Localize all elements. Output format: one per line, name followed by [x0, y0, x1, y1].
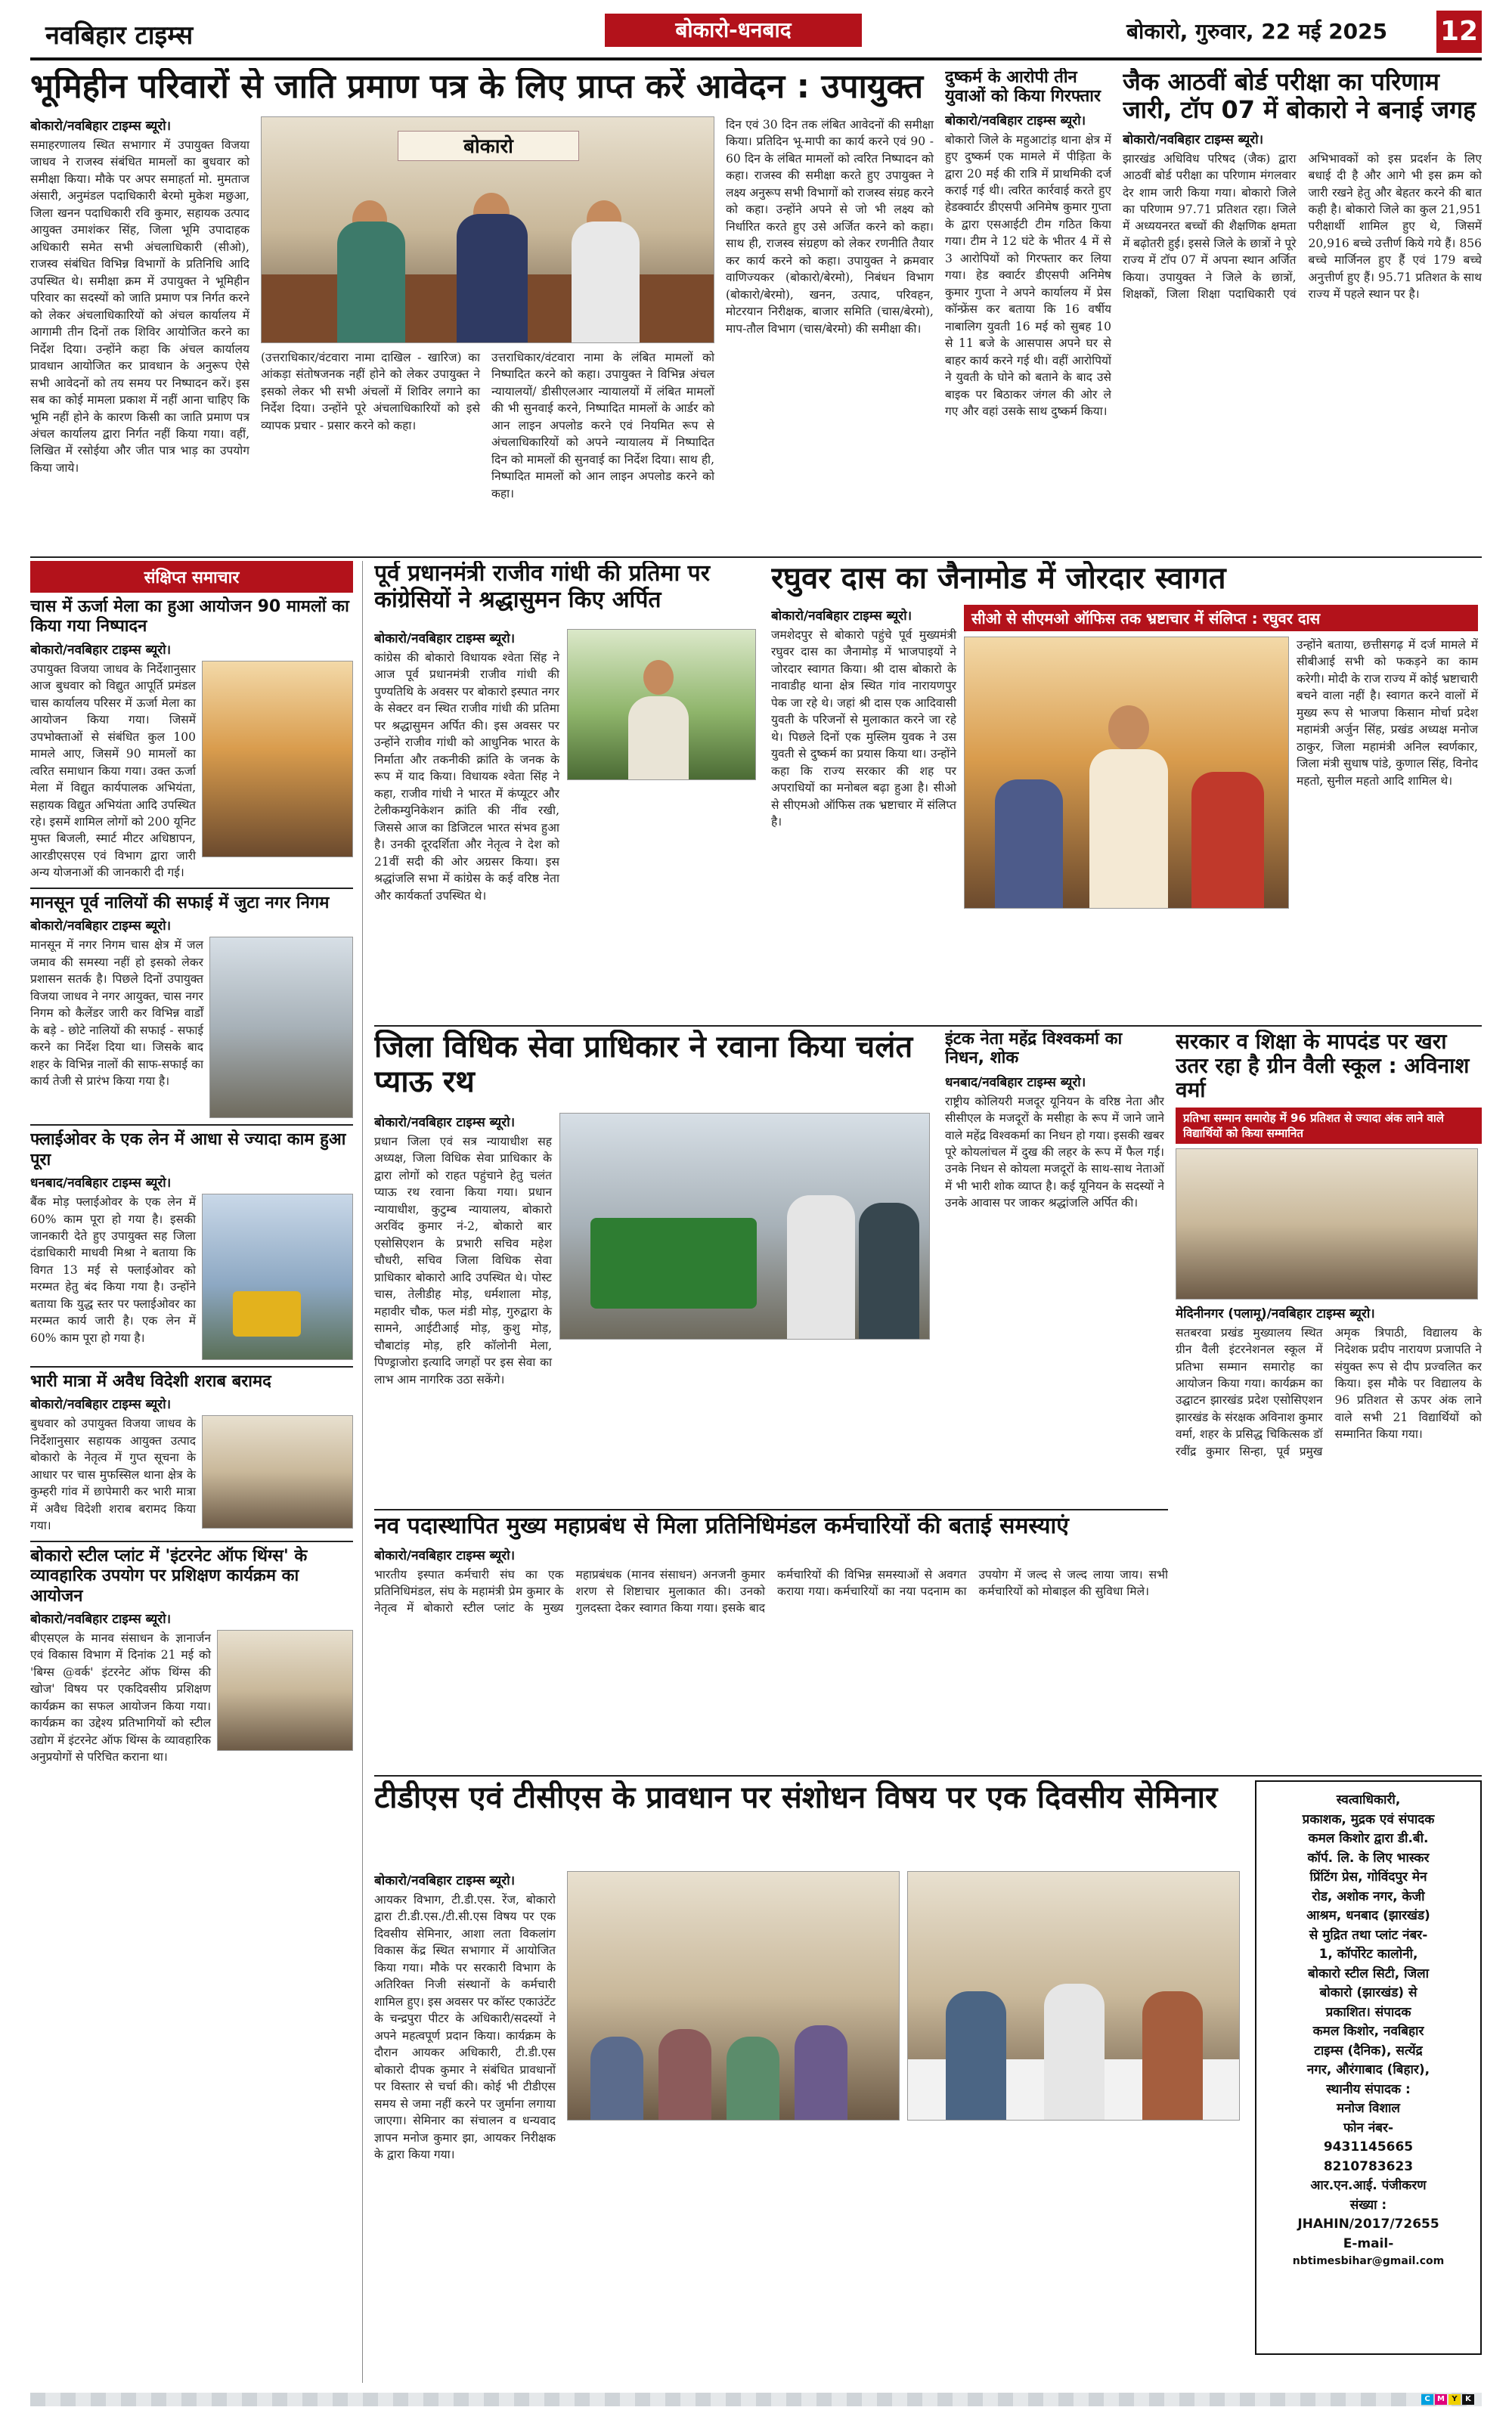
- vishwakarma-byline: धनबाद/नवबिहार टाइम्स ब्यूरो।: [945, 1074, 1086, 1090]
- brief-item-text: बुधवार को उपायुक्त विजया जाधव के निर्देशानुसार सहायक आयुक्त उत्पाद बोकारो के नेतृत्व में गुप्त सूचना के आधार पर चास मुफस्सिल थाना क्षेत्र के कुम्हरी गांव में छापेमारी कर भारी मात्रा में अवैध विदेशी शराब बरामद किया गया।: [30, 1417, 196, 1533]
- row-divider: [374, 1025, 1482, 1027]
- rajiv-tribute-photo: [567, 629, 756, 780]
- lead-headline: भूमिहीन परिवारों से जाति प्रमाण पत्र के लिए प्राप्त करें आवेदन : उपायुक्त: [30, 68, 924, 106]
- imprint-line: 1, कॉर्पोरेट कालोनी,: [1318, 1947, 1418, 1962]
- jac-body: झारखंड अधिविध परिषद (जैक) द्वारा आठवीं बोर्ड परीक्षा का परिणाम मंगलवार देर शाम जारी किया गया। बोकारो जिले का परिणाम 97.71 प्रतिशत रहा। जिले में अध्ययनरत बच्चों की शैक्षणिक क्षमता में बढ़ोतरी हुई। इससे जिले के छात्रों ने पूरे राज्य में टॉप 07 में अपना स्थान अर्जित किया। उपायुक्त ने जिले के छात्रों, शिक्षकों, जिला शिक्षा पदाधिकारी एवं अभिभावकों को इस प्रदर्शन के लिए बधाई दी है और आगे भी इस क्रम को जारी रखने हेतु और बेहतर करने की बात कही है। बोकारो जिले का कुल 21,951 परीक्षार्थी शामिल हुए थे, जिसमें 20,916 बच्चे उत्तीर्ण किये गये हैं। 856 बच्चे मार्जिनल हुए हैं एवं 179 बच्चे अनुत्तीर्ण हुए हैं। 95.71 प्रतिशत के साथ राज्य में पहले स्थान पर है।: [1123, 151, 1482, 302]
- greenvalley-body: सतबरवा प्रखंड मुख्यालय स्थित ग्रीन वैली इंटरनेशनल स्कूल में प्रतिभा सम्मान समारोह का आयोजन किया गया। कार्यक्रम का उद्घाटन झारखंड प्रदेश एसोसिएशन झारखंड के संरक्षक अविनाश कुमार वर्मा, शहर के प्रसिद्ध चिकित्सक डॉ रवींद्र कुमार सिन्हा, पूर्व प्रमुख अमृक त्रिपाठी, विद्यालय के निदेशक प्रदीप नारायण प्रजापति ने संयुक्त रूप से दीप प्रज्वलित कर किया। इस मौके पर विद्यालय के 96 प्रतिशत से ऊपर अंक लाने वाले सभी 21 विद्यार्थियों को सम्मानित किया गया।: [1176, 1325, 1482, 1458]
- imprint-line: स्थानीय संपादक :: [1326, 2081, 1411, 2097]
- raghuvar-headline: रघुवर दास का जैनामोड में जोरदार स्वागत: [771, 561, 1226, 596]
- imprint-line: प्रिंटिंग प्रेस, गोविंदपुर मेन: [1309, 1870, 1427, 1885]
- imprint-line: संख्या :: [1349, 2197, 1387, 2213]
- delegation-article: [374, 1513, 1168, 1771]
- padasthapit-byline: बोकारो/नवबिहार टाइम्स ब्यूरो।: [374, 1547, 516, 1563]
- imprint-line: रोड, अशोक नगर, केजी: [1312, 1888, 1425, 1904]
- rajiv-gandhi-article: [374, 561, 760, 1022]
- attendee-figure: [727, 2037, 779, 2120]
- masthead: [30, 8, 1482, 60]
- supporter-figure: [1191, 772, 1264, 908]
- section-tag: बोकारो-धनबाद: [605, 14, 862, 47]
- brief-item: [30, 888, 353, 1118]
- lead-caption-text: (उत्तराधिकार/वंटवारा नामा दाखिल - खारिज) का आंकड़ा संतोषजनक नहीं होने को लेकर उपायुक्त ने इसको लेकर भी सभी अंचलों में शिविर लगाने का निर्देश दिया। उन्होंने पूरे अंचलाधिकारियों को इसे व्यापक प्रचार - प्रसार करने को कहा।: [261, 351, 480, 432]
- rajiv-byline: बोकारो/नवबिहार टाइम्स ब्यूरो।: [374, 631, 516, 646]
- raghuvar-body: जमशेदपुर से बोकारो पहुंचे पूर्व मुख्यमंत्री रघुवर दास का जैनामोड़ में भाजपाइयों ने जोरदार स्वागत किया। श्री दास बोकारो के नावाडीह थाना क्षेत्र स्थित गांव नारायणपुर पेक जा रहे थे। जहां श्री दास एक आदिवासी युवती के परिजनों से मुलाकात करने जा रहे थे। पिछले दिनों एक मुस्लिम युवक ने उस युवती से दुष्कर्म का प्रयास किया था। उन्होंने कहा कि राज्य सरकार की शह पर अपराधियों का मनोबल बढ़ा हुआ है। सीओ से सीएमओ ऑफिस तक भ्रष्टाचार में संलिप्त है।: [771, 628, 956, 829]
- padasthapit-headline: नव पदास्थापित मुख्य महाप्रबंध से मिला प्रतिनिधिमंडल कर्मचारियों की बताई समस्याएं: [374, 1513, 1069, 1539]
- brief-item-headline: चास में ऊर्जा मेला का हुआ आयोजन 90 मामलों का किया गया निष्पादन: [30, 597, 349, 637]
- seminar-body: आयकर विभाग, टी.डी.एस. रेंज, बोकारो द्वारा टी.डी.एस./टी.सी.एस विषय पर एक दिवसीय सेमिनार, आशा लता विकलांग विकास केंद्र स्थित सभागार में आयोजित किया गया। मौके पर सरकारी विभाग के अतिरिक्त निजी संस्थानों के कर्मचारी शामिल हुए। इस अवसर पर कॉस्ट एकाउंटेंट के चन्द्रपुरा पीटर के अधिकारी/सदस्यों ने अपने महत्वपूर्ण प्रदान किया। कार्यक्रम के दौरान आयकर अधिकारी, टी.डी.एस बोकारो दीपक कुमार ने संबंधित प्रावधानों पर विस्तार से चर्चा की। कोई भी टीडीएस समय से जमा नहीं करने पर जुर्माना लगाया जाएगा। सेमिनार का संचालन व धन्यवाद ज्ञापन मनोज कुमार झा, आयकर निरीक्षक के द्वारा किया गया।: [374, 1893, 556, 2162]
- jac-byline: बोकारो/नवबिहार टाइम्स ब्यूरो।: [1123, 132, 1264, 147]
- rajiv-body: कांग्रेस की बोकारो विधायक श्वेता सिंह ने आज पूर्व प्रधानमंत्री राजीव गांधी की पुण्यतिथि के अवसर पर बोकारो इस्पात नगर के सेक्टर वन स्थित राजीव गांधी की प्रतिमा पर श्रद्धासुमन अर्पित की। इस अवसर पर उन्होंने राजीव गांधी को आधुनिक भारत के निर्माता और तकनीकी क्रांति के जनक के रूप में याद किया। विधायक श्वेता सिंह ने कहा, राजीव गांधी ने भारत में कंप्यूटर और टेलीकम्युनिकेशन क्रांति की नींव रखी, जिससे आज का डिजिटल भारत संभव हुआ है। उनकी दूरदर्शिता और नेतृत्व ने देश को 21वीं सदी की ओर अग्रसर किया। इस श्रद्धांजलि सभा में कांग्रेस के कई वरिष्ठ नेता और कार्यकर्ता उपस्थित थे।: [374, 651, 559, 903]
- vishwakarma-body: राष्ट्रीय कोलियरी मजदूर यूनियन के वरिष्ठ नेता और सीसीएल के मजदूरों के मसीहा के रूप में जाने जाने वाले महेंद्र विश्वकर्मा का निधन हो गया। इसकी खबर पूरे कोयलांचल में दुख की लहर के रूप में फैल गई। उनके निधन से कोयला मजदूरों के साथ-साथ नेताओं में भी भारी शोक व्याप्त है। कई यूनियन के सदस्यों ने उनके आवास पर जाकर श्रद्धांजलि अर्पित की।: [945, 1094, 1164, 1210]
- brief-item-byline: बोकारो/नवबिहार टाइम्स ब्यूरो।: [30, 1397, 172, 1413]
- newspaper-brand: नवबिहार टाइम्स: [45, 20, 194, 51]
- seminar-byline: बोकारो/नवबिहार टाइम्स ब्यूरो।: [374, 1873, 516, 1888]
- seminar-dais-photo: [907, 1871, 1240, 2121]
- imprint-line: कॉर्प. लि. के लिए भास्कर: [1307, 1850, 1430, 1866]
- brief-item-text: उपायुक्त विजया जाधव के निर्देशानुसार आज बुधवार को विद्युत आपूर्ति प्रमंडल चास कार्यालय परिसर में ऊर्जा मेला का आयोजन किया गया। जिसमें उपभोक्ताओं से संबंधित कुल 100 मामले आए, जिसमें 90 मामलों का त्वरित समाधान किया गया। उक्त ऊर्जा मेला में विद्युत कार्यपालक अभियंता, सहायक विद्युत अभियंता आदि उपस्थित रहे। इसमें शामिल लोगों को 200 यूनिट मुफ्त बिजली, स्मार्ट मीटर अधिष्ठापन, आरडीएसएस एवं विभाग द्वारा जारी अन्य योजनाओं की जानकारी दी गई।: [30, 661, 196, 880]
- vishwakarma-headline: इंटक नेता महेंद्र विश्वकर्मा का निधन, शोक: [945, 1030, 1123, 1068]
- dushkarm-body: बोकारो जिले के महुआटांड़ थाना क्षेत्र में हुए दुष्कर्म एक मामले में पीड़िता के द्वारा 20 मई की रात्रि में प्राथमिकी दर्ज कराई गई थी। त्वरित कार्रवाई करते हुए हेडक्वार्टर डीएसपी अनिमेष कुमार गुप्ता के द्वारा एसआईटी टीम गठित किया गया। टीम ने 12 घंटे के भीतर 4 में से 3 आरोपियों को गिरफ्तार कर लिया गया। हेड क्वार्टर डीएसपी अनिमेष कुमार गुप्ता ने अपने कार्यालय में प्रेस कॉन्फ्रेंस कर बताया कि 16 वर्षीय नाबालिग युवती 16 मई को सुबह 10 से 11 बजे के आसपास अपने घर से बाहर कार्य करने गई थी। वहीं आरोपियों ने युवती के घोने को बताने के बाद उसे बाइक पर बिठाकर जंगल की ओर ले गए और वहां उसके साथ दुष्कर्म किया।: [945, 132, 1111, 419]
- brief-item-headline: मानसून पूर्व नालियों की सफाई में जुटा नगर निगम: [30, 893, 330, 912]
- lead-byline: बोकारो/नवबिहार टाइम्स ब्यूरो।: [30, 119, 172, 134]
- flyover-photo: [202, 1194, 353, 1360]
- urja-mela-photo: [202, 661, 353, 857]
- lsa-headline: जिला विधिक सेवा प्राधिकार ने रवाना किया चलंत प्याऊ रथ: [374, 1030, 913, 1099]
- raghuvar-body-2: उन्होंने बताया, छत्तीसगढ़ में दर्ज मामले में सीबीआई सभी को फकड़ने का काम करेगी। मोदी के राज राज्य में कोई भ्रष्टाचारी बचने वाला नहीं है। स्वागत करने वालों में मुख्य रूप से भाजपा किसान मोर्चा प्रदेश महामंत्री अर्जुन सिंह, प्रखंड अध्यक्ष मनोज ठाकुर, जिला महामंत्री अनिल स्वर्णकार, जिला मंत्री सुधाष पांडे, कुणाल सिंह, विनोद महतो, सुनील महतो आदि शामिल थे।: [1297, 638, 1478, 788]
- award-ceremony-photo: [1176, 1148, 1478, 1300]
- seminar-headline: टीडीएस एवं टीसीएस के प्रावधान पर संशोधन विषय पर एक दिवसीय सेमिनार: [374, 1780, 1218, 1815]
- judge-figure: [787, 1195, 855, 1339]
- speaker-figure: [1044, 1984, 1105, 2120]
- excavator-shape: [233, 1291, 301, 1337]
- issue-date: बोकारो, गुरुवार, 22 मई 2025: [1126, 19, 1388, 44]
- raghuvar-byline: बोकारो/नवबिहार टाइम्स ब्यूरो।: [771, 609, 912, 624]
- lead-body: समाहरणालय स्थित सभागार में उपायुक्त विजया जाधव ने राजस्व संबंधित मामलों का बुधवार को समीक्षा किया। मौके पर अपर समाहर्ता मो. मुमताज अंसारी, अनुमंडल पदाधिकारी बेरमो मुकेश मछुआ, जिला खनन पदाधिकारी रवि कुमार, सहायक उत्पाद आयुक्त उमाशंकर सिंह, जिला भूमि उपादाहक अधिकारी समेत सभी अंचलाधिकारी (सीओ), राजस्व संबंधित विभिन्न विभागों के प्रतिनिधि आदि उपस्थित थे। समीक्षा क्रम में उपायुक्त ने भूमिहीन परिवार का सदस्यों को जाति प्रमाण पत्र निर्गत करने को लेकर अंचलाधिकारियों को अंचल कार्यालय में आगामी तीन दिनों तक शिविर आयोजित करने का निर्देश दिया। उन्होंने कहा कि अंचल कार्यालय प्रावधान आयोजित कर प्रावधान के अनुरूप ऐसे सभी आवेदनों को तय समय पर निष्पादन करें। इस सब का कोई मामला प्रकाश में नहीं आना चाहिए कि भूमि नहीं होने के कारण किसी का जाति प्रमाण पत्र अंचल कार्यालय द्वारा निर्गत नहीं किया गया। वहीं, लिखित में रसोईया और जीत पात्र भाड़ का उपयोग किया जाये।: [30, 138, 249, 475]
- imprint-line: आर.एन.आई. पंजीकरण: [1310, 2178, 1427, 2193]
- water-van-photo: [559, 1113, 930, 1340]
- imprint-title: स्वत्वाधिकारी,: [1336, 1792, 1401, 1808]
- lead-body-2: उत्तराधिकार/वंटवारा नामा के लंबित मामलों को निष्पादित करने को कहा। उपायुक्त ने विभिन्न अंचल न्यायालयों/ डीसीएलआर न्यायालयों में लंबित मामलों की भी सुनवाई करने, निष्पादित मामलों के आर्डर को आन लाइन अपलोड करने एवं नियमित रूप से अंचलाधिकारियों को अपने न्यायालय में निष्पादित दिन को मामलों की सुनवाई का निर्देश दिया। साथ ही, निष्पादित मामलों को आन लाइन अपलोड करने को कहा।: [491, 351, 714, 500]
- supporter-figure: [995, 779, 1063, 908]
- imprint-line: प्रकाशित। संपादक: [1325, 2004, 1411, 2020]
- official-figure-3-body: [572, 222, 640, 342]
- imprint-line: 8210783623: [1323, 2158, 1414, 2174]
- imprint-line: फोन नंबर-: [1343, 2120, 1393, 2136]
- drain-cleaning-photo: [209, 937, 353, 1118]
- greenvalley-byline: मेदिनीनगर (पलामू)/नवबिहार टाइम्स ब्यूरो।: [1176, 1306, 1375, 1321]
- attendee-figure: [590, 2037, 643, 2120]
- magenta-mark: M: [1435, 2394, 1447, 2405]
- van-shape: [590, 1218, 757, 1309]
- imprint-line: nbtimesbihar@gmail.com: [1292, 2255, 1445, 2267]
- lead-photo-banner: बोकारो: [398, 131, 579, 161]
- rajiv-headline: पूर्व प्रधानमंत्री राजीव गांधी की प्रतिमा पर कांग्रेसियों ने श्रद्धासुमन किए अर्पित: [374, 561, 710, 613]
- brief-item-headline: बोकारो स्टील प्लांट में 'इंटरनेट ऑफ थिंग्स' के व्यावहारिक उपयोग पर प्रशिक्षण कार्यक्रम का आयोजन: [30, 1546, 308, 1606]
- brief-item-headline: फ्लाईओवर के एक लेन में आधा से ज्यादा काम हुआ पूरा: [30, 1130, 346, 1170]
- liquor-seizure-photo: [202, 1415, 353, 1529]
- brief-item: [30, 1366, 353, 1535]
- lsa-body: प्रधान जिला एवं सत्र न्यायाधीश सह अध्यक्ष, जिला विधिक सेवा प्राधिकार के द्वारा लोगों को राहत पहुंचाने हेतु चलंत प्याऊ रथ रवाना किया गया। प्रधान न्यायाधीश, कुटुम्ब न्यायालय, बोकारो अरविंद कुमार नं-2, बोकारो बार एसोसिएशन के प्रभारी सचिव महेश चौधरी, सचिव जिला विधिक सेवा प्राधिकार बोकारो आदि उपस्थित थे। पोस्ट चास, तेलीडीह मोड़, धर्मशाला मोड़, महावीर चौक, फल मंडी मोड़, गुरुद्वारा के सामने, आईटीआई मोड़, कुशु मोड़, चौबाटांड़ मोड़, हरि कॉलोनी मेला, पिण्ड्राजोरा इत्यादि जगहों पर इस सेवा का लाभ आम नागरिक उठा सकेंगे।: [374, 1135, 552, 1386]
- imprint-line: नगर, औरंगाबाद (बिहार),: [1306, 2062, 1430, 2077]
- publisher-imprint: [1255, 1780, 1482, 2355]
- speaker-figure: [1142, 1991, 1203, 2120]
- brief-item: [30, 597, 353, 881]
- dushkarm-headline: दुष्कर्म के आरोपी तीन युवाओं को किया गिरफ्तार: [945, 68, 1101, 107]
- page-number: 12: [1436, 11, 1482, 53]
- imprint-line: 9431145665: [1323, 2139, 1414, 2155]
- brief-item-text: मानसून में नगर निगम चास क्षेत्र में जल जमाव की समस्या नहीं हो इसको लेकर प्रशासन सतर्क है। पिछले दिनों उपायुक्त विजया जाधव ने नगर आयुक्त, चास नगर निगम को कैलेंडर जारी कर विभिन्न वार्डों के बड़े - छोटे नालियों की सफाई - सफाई करने का निर्देश दिया था। जिसके बाद शहर के विभिन्न नालों की साफ-सफाई का कार्य तेजी से प्रारंभ किया गया है।: [30, 938, 203, 1089]
- brief-item-byline: धनबाद/नवबिहार टाइम्स ब्यूरो।: [30, 1176, 172, 1191]
- imprint-line: टाइम्स (दैनिक), सत्येंद्र: [1314, 2043, 1423, 2059]
- lsa-byline: बोकारो/नवबिहार टाइम्स ब्यूरो।: [374, 1115, 516, 1130]
- brief-item-byline: बोकारो/नवबिहार टाइम्स ब्यूरो।: [30, 919, 172, 934]
- imprint-line: बोकारो स्टील सिटी, जिला: [1307, 1966, 1430, 1981]
- legal-services-article: [374, 1030, 934, 1506]
- raghuvar-subline: सीओ से सीएमओ ऑफिस तक भ्रष्टाचार में संलिप्त : रघुवर दास: [964, 605, 1478, 631]
- attendee-figure: [658, 2029, 711, 2120]
- imprint-line: मनोज विशाल: [1337, 2101, 1400, 2116]
- imprint-line: प्रकाशक, मुद्रक एवं संपादक: [1302, 1811, 1435, 1827]
- cmyk-marks: [1421, 2394, 1474, 2405]
- black-mark: K: [1462, 2394, 1474, 2405]
- brief-item-text: बैंक मोड़ फ्लाईओवर के एक लेन में 60% काम पूरा हो गया है। इसकी जानकारी देते हुए उपायुक्त सह जिला दंडाधिकारी माधवी मिश्रा ने बताया कि विगत 13 मई से फ्लाईओवर को मरम्मत हेतु बंद किया गया है। उन्होंने बताया कि युद्ध स्तर पर फ्लाईओवर का मरम्मत कार्य जारी है। एक लेन में 60% काम पूरा हो गया है।: [30, 1195, 196, 1345]
- jac-headline: जैक आठवीं बोर्ड परीक्षा का परिणाम जारी, टॉप 07 में बोकारो ने बनाई जगह: [1123, 68, 1476, 124]
- imprint-line: JHAHIN/2017/72655: [1297, 2217, 1439, 2232]
- imprint-line: E-mail-: [1343, 2235, 1394, 2251]
- green-valley-article: [1176, 1030, 1482, 1774]
- leader-figure-body: [1089, 749, 1168, 908]
- iot-training-photo: [217, 1630, 353, 1751]
- seminar-article: [374, 1780, 1244, 2385]
- imprint-line: कमल किशोर, नवबिहार: [1312, 2024, 1424, 2039]
- statue-figure: [643, 660, 674, 695]
- official-figure-1-body: [337, 222, 405, 342]
- seminar-audience-photo: [567, 1871, 900, 2121]
- cyan-mark: C: [1421, 2394, 1433, 2405]
- imprint-line: से मुद्रित तथा प्लांट नंबर-: [1309, 1927, 1428, 1943]
- lead-article: [30, 68, 937, 552]
- vishwakarma-article: [945, 1030, 1164, 1506]
- statue-figure-body: [628, 696, 689, 779]
- brief-item-headline: भारी मात्रा में अवैध विदेशी शराब बरामद: [30, 1372, 271, 1392]
- brief-item-byline: बोकारो/नवबिहार टाइम्स ब्यूरो।: [30, 1611, 172, 1627]
- imprint-line: आश्रम, धनबाद (झारखंड): [1306, 1908, 1430, 1923]
- dushkarm-byline: बोकारो/नवबिहार टाइम्स ब्यूरो।: [945, 113, 1086, 129]
- brief-news-title: संक्षिप्त समाचार: [30, 561, 353, 593]
- official-figure-2-body: [457, 214, 528, 342]
- greenvalley-headline: सरकार व शिक्षा के मापदंड पर खरा उतर रहा है ग्रीन वैली स्कूल : अविनाश वर्मा: [1176, 1030, 1470, 1103]
- jac-article: [1123, 68, 1482, 552]
- greenvalley-subline: प्रतिभा सम्मान समारोह में 96 प्रतिशत से ज्यादा अंक लाने वाले विद्यार्थियों को किया सम्मानित: [1176, 1108, 1482, 1144]
- imprint-line: बोकारो (झारखंड) से: [1319, 1985, 1418, 2000]
- dushkarm-article: [945, 68, 1111, 552]
- row-divider: [30, 556, 1482, 558]
- padasthapit-body: भारतीय इस्पात कर्मचारी संघ का एक प्रतिनिधिमंडल, संघ के महामंत्री प्रेम कुमार के नेतृत्व में बोकारो स्टील प्लांट के मुख्य महाप्रबंधक (मानव संसाधन) अनजनी कुमार शरण से शिष्टाचार मुलाकात की। उनको गुलदस्ता देकर स्वागत किया गया। इसके बाद कर्मचारियों की विभिन्न समस्याओं से अवगत कराया गया। कर्मचारियों का नया पदनाम का उपयोग में जल्द से जल्द लाया जाय। सभी कर्मचारियों को मोबाइल की सुविधा मिले।: [374, 1567, 1168, 1616]
- raghuvar-welcome-photo: [964, 637, 1289, 909]
- yellow-mark: Y: [1448, 2394, 1461, 2405]
- brief-item-byline: बोकारो/नवबिहार टाइम्स ब्यूरो।: [30, 642, 172, 658]
- brief-item-text: बीएसएल के मानव संसाधन के ज्ञानार्जन एवं विकास विभाग में दिनांक 21 मई को 'बिग्स @वर्क' इंटरनेट ऑफ थिंग्स की खोज' विषय पर एकदिवसीय प्रशिक्षण कार्यक्रम का सफल आयोजन किया गया। कार्यक्रम का उद्देश्य प्रतिभागियों को स्टील उद्योग में इंटरनेट ऑफ थिंग्स के व्यावहारिक अनुप्रयोगों से परिचित कराना था।: [30, 1631, 211, 1764]
- footer-strip: [30, 2393, 1482, 2406]
- lead-meeting-photo: [261, 116, 714, 343]
- row-divider: [374, 1509, 1168, 1510]
- brief-item: [30, 1541, 353, 1766]
- speaker-figure: [946, 1991, 1006, 2120]
- brief-news-sidebar: [30, 561, 363, 2383]
- raghuvar-article: [771, 561, 1482, 1022]
- row-divider: [374, 1775, 1482, 1777]
- official-figure: [859, 1203, 919, 1339]
- leader-figure: [1108, 705, 1149, 751]
- attendee-figure: [795, 2025, 847, 2120]
- brief-item: [30, 1124, 353, 1360]
- imprint-line: कमल किशोर द्वारा डी.बी.: [1308, 1831, 1429, 1846]
- lead-body-3: दिन एवं 30 दिन तक लंबित आवेदनों की समीक्षा किया। प्रतिदिन भू-मापी का कार्य करने एवं 90 - 60 दिन के लंबित मामलों को त्वरित निष्पादन को कहा। राजस्व की समीक्षा करते हुए उपायुक्त ने लक्ष्य अनुरूप सभी विभागों को राजस्व संग्रह करने को कहा। उन्होंने अपने से जो भी लक्ष्य को निर्धारित करते हुए उसे अर्जित करने को कहा। साथ ही, राजस्व संग्रहण को लेकर रणनीति तैयार कर कार्य करने को कहा। उपायुक्त ने क्रमवार वाणिज्यकर (बोकारो/बेरमो), निबंधन विभाग (बोकारो/बेरमो), खनन, उत्पाद, परिवहन, मोटरयान निरीक्षक, बाजार समिति (चास/बेरमो), माप-तौल विभाग (चास/बेरमो) की समीक्षा की।: [726, 118, 934, 336]
